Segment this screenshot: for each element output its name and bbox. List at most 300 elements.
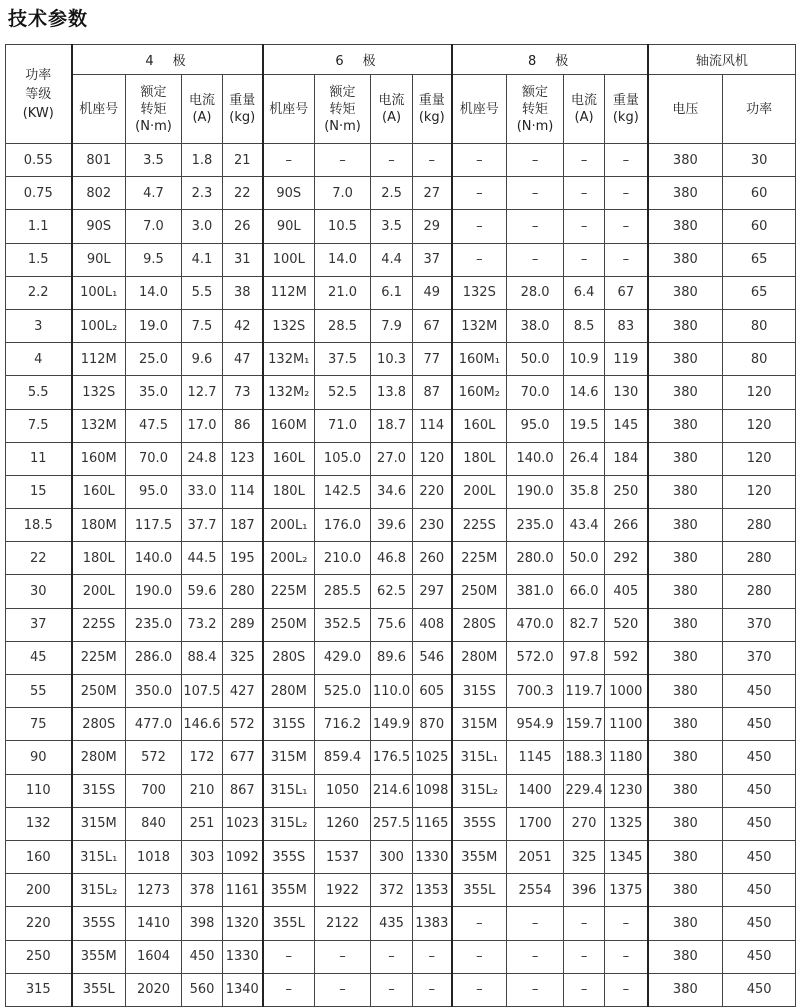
table-cell: 408 — [413, 608, 452, 641]
table-cell: 114 — [413, 409, 452, 442]
table-cell: 1023 — [223, 807, 263, 840]
table-cell: 19.5 — [564, 409, 605, 442]
table-cell: 380 — [648, 144, 723, 177]
table-cell: 160L — [72, 475, 126, 508]
table-cell: 380 — [648, 475, 723, 508]
table-cell: 1145 — [507, 741, 564, 774]
power-grade-cell: 160 — [6, 840, 72, 873]
power-grade-cell: 7.5 — [6, 409, 72, 442]
table-cell: 867 — [223, 774, 263, 807]
table-cell: 297 — [413, 575, 452, 608]
table-cell: 1375 — [605, 874, 648, 907]
power-grade-cell: 110 — [6, 774, 72, 807]
table-cell: – — [413, 940, 452, 973]
table-cell: 315M — [452, 708, 507, 741]
table-cell: 280 — [223, 575, 263, 608]
group-header-6-pole: 6 极 — [263, 45, 452, 75]
table-cell: 352.5 — [315, 608, 371, 641]
table-cell: 160M — [263, 409, 315, 442]
table-cell: 450 — [723, 774, 796, 807]
table-cell: 132M₁ — [263, 343, 315, 376]
table-cell: 355M — [452, 840, 507, 873]
table-cell: 73 — [223, 376, 263, 409]
table-cell: 370 — [723, 641, 796, 674]
table-cell: 160M₂ — [452, 376, 507, 409]
col-weight — [413, 75, 452, 144]
table-cell: 119 — [605, 343, 648, 376]
table-cell: 716.2 — [315, 708, 371, 741]
table-cell: 3.5 — [126, 144, 182, 177]
table-row — [6, 177, 796, 210]
page-title: 技术参数 — [8, 8, 89, 30]
table-row — [6, 973, 796, 1006]
table-row — [6, 409, 796, 442]
table-cell: 435 — [371, 907, 413, 940]
table-cell: 1100 — [605, 708, 648, 741]
table-cell: 250M — [72, 675, 126, 708]
table-cell: 355M — [72, 940, 126, 973]
table-cell: – — [507, 144, 564, 177]
table-cell: 1345 — [605, 840, 648, 873]
table-row — [6, 309, 796, 342]
table-cell: 7.0 — [126, 210, 182, 243]
table-cell: – — [452, 940, 507, 973]
table-cell: 180L — [452, 442, 507, 475]
table-cell: 160M₁ — [452, 343, 507, 376]
power-grade-cell: 2.2 — [6, 276, 72, 309]
table-cell: 132S — [72, 376, 126, 409]
table-cell: 380 — [648, 177, 723, 210]
table-cell: 120 — [723, 442, 796, 475]
table-cell: 315S — [452, 675, 507, 708]
power-grade-cell: 55 — [6, 675, 72, 708]
table-cell: 37.7 — [182, 509, 223, 542]
table-cell: 90S — [263, 177, 315, 210]
table-cell: 18.7 — [371, 409, 413, 442]
table-cell: 380 — [648, 276, 723, 309]
power-grade-cell: 250 — [6, 940, 72, 973]
table-cell: 1537 — [315, 840, 371, 873]
table-cell: 315S — [263, 708, 315, 741]
power-grade-cell: 22 — [6, 542, 72, 575]
table-cell: 1000 — [605, 675, 648, 708]
table-cell: 107.5 — [182, 675, 223, 708]
power-grade-cell: 4 — [6, 343, 72, 376]
table-cell: 114 — [223, 475, 263, 508]
table-cell: – — [315, 144, 371, 177]
table-cell: 146.6 — [182, 708, 223, 741]
col-current — [182, 75, 223, 144]
table-row — [6, 475, 796, 508]
table-cell: 450 — [723, 940, 796, 973]
table-cell: 100L₁ — [72, 276, 126, 309]
table-cell: 1922 — [315, 874, 371, 907]
table-cell: 25.0 — [126, 343, 182, 376]
table-cell: 954.9 — [507, 708, 564, 741]
table-row — [6, 708, 796, 741]
table-cell: 380 — [648, 874, 723, 907]
table-cell: – — [564, 973, 605, 1006]
table-cell: 355L — [452, 874, 507, 907]
table-cell: 355S — [263, 840, 315, 873]
table-cell: 380 — [648, 708, 723, 741]
table-cell: 840 — [126, 807, 182, 840]
table-cell: 2554 — [507, 874, 564, 907]
table-cell: 89.6 — [371, 641, 413, 674]
table-cell: 450 — [723, 807, 796, 840]
table-cell: 10.5 — [315, 210, 371, 243]
table-cell: 38.0 — [507, 309, 564, 342]
table-cell: 90L — [72, 243, 126, 276]
table-cell: 1320 — [223, 907, 263, 940]
table-cell: 1604 — [126, 940, 182, 973]
table-cell: 235.0 — [507, 509, 564, 542]
table-cell: 140.0 — [126, 542, 182, 575]
table-cell: 3.5 — [371, 210, 413, 243]
table-cell: 1018 — [126, 840, 182, 873]
table-cell: 280 — [723, 542, 796, 575]
group-header-4-pole: 4 极 — [72, 45, 263, 75]
table-cell: 355S — [72, 907, 126, 940]
table-row — [6, 343, 796, 376]
table-cell: 380 — [648, 409, 723, 442]
table-cell: 1098 — [413, 774, 452, 807]
power-grade-line: 功率 — [25, 67, 52, 83]
table-cell: 1353 — [413, 874, 452, 907]
power-grade-cell: 315 — [6, 973, 72, 1006]
table-cell: 280.0 — [507, 542, 564, 575]
table-cell: – — [452, 177, 507, 210]
table-cell: – — [605, 940, 648, 973]
table-cell: 700.3 — [507, 675, 564, 708]
table-cell: 398 — [182, 907, 223, 940]
table-cell: 82.7 — [564, 608, 605, 641]
table-cell: 380 — [648, 608, 723, 641]
table-cell: 405 — [605, 575, 648, 608]
table-cell: 7.5 — [182, 309, 223, 342]
table-cell: 184 — [605, 442, 648, 475]
table-cell: 7.9 — [371, 309, 413, 342]
col-current — [564, 75, 605, 144]
table-cell: 50.0 — [507, 343, 564, 376]
table-cell: 450 — [723, 741, 796, 774]
table-cell: 225S — [452, 509, 507, 542]
table-cell: 75.6 — [371, 608, 413, 641]
table-cell: 33.0 — [182, 475, 223, 508]
table-cell: 280M — [72, 741, 126, 774]
table-cell: 225M — [452, 542, 507, 575]
table-cell: 90L — [263, 210, 315, 243]
col-current-line: (A) — [382, 110, 402, 125]
col-torque-line: 转矩 — [522, 101, 549, 117]
col-torque-line: 额定 — [140, 84, 167, 100]
table-cell: 200L — [72, 575, 126, 608]
table-cell: 172 — [182, 741, 223, 774]
power-grade-header — [6, 45, 72, 144]
table-cell: 572 — [126, 741, 182, 774]
table-cell: 73.2 — [182, 608, 223, 641]
spec-table — [5, 44, 796, 1007]
table-cell: 145 — [605, 409, 648, 442]
table-cell: 235.0 — [126, 608, 182, 641]
table-cell: – — [605, 144, 648, 177]
table-cell: – — [507, 940, 564, 973]
table-cell: 315M — [263, 741, 315, 774]
table-cell: 65 — [723, 243, 796, 276]
table-cell: 62.5 — [371, 575, 413, 608]
table-cell: 220 — [413, 475, 452, 508]
table-cell: 160L — [452, 409, 507, 442]
col-weight-line: 重量 — [229, 93, 256, 108]
col-frame: 机座号 — [452, 75, 507, 144]
table-cell: 35.8 — [564, 475, 605, 508]
table-cell: 17.0 — [182, 409, 223, 442]
table-cell: 110.0 — [371, 675, 413, 708]
table-cell: 8.5 — [564, 309, 605, 342]
table-cell: 35.0 — [126, 376, 182, 409]
col-torque — [315, 75, 371, 144]
col-frame: 机座号 — [263, 75, 315, 144]
col-torque-line: 额定 — [329, 84, 356, 100]
table-cell: 112M — [263, 276, 315, 309]
table-cell: – — [507, 907, 564, 940]
table-cell: 70.0 — [126, 442, 182, 475]
table-row — [6, 509, 796, 542]
table-row — [6, 940, 796, 973]
table-cell: 120 — [723, 409, 796, 442]
table-cell: 315M — [72, 807, 126, 840]
table-cell: 286.0 — [126, 641, 182, 674]
table-cell: 190.0 — [507, 475, 564, 508]
table-cell: 292 — [605, 542, 648, 575]
table-cell: – — [605, 973, 648, 1006]
table-cell: 801 — [72, 144, 126, 177]
table-cell: 315S — [72, 774, 126, 807]
table-cell: 700 — [126, 774, 182, 807]
table-cell: 187 — [223, 509, 263, 542]
power-grade-cell: 0.55 — [6, 144, 72, 177]
table-row — [6, 907, 796, 940]
group-header-axial-fan: 轴流风机 — [648, 45, 796, 75]
table-cell: 30 — [723, 144, 796, 177]
table-cell: 47.5 — [126, 409, 182, 442]
table-cell: 159.7 — [564, 708, 605, 741]
table-cell: 70.0 — [507, 376, 564, 409]
table-cell: 214.6 — [371, 774, 413, 807]
table-cell: – — [507, 243, 564, 276]
table-cell: 160M — [72, 442, 126, 475]
table-cell: 303 — [182, 840, 223, 873]
table-cell: 50.0 — [564, 542, 605, 575]
table-cell: 380 — [648, 243, 723, 276]
table-cell: 450 — [723, 708, 796, 741]
table-cell: 9.5 — [126, 243, 182, 276]
table-row — [6, 144, 796, 177]
table-cell: 280M — [452, 641, 507, 674]
table-cell: 100L — [263, 243, 315, 276]
table-cell: 450 — [723, 874, 796, 907]
table-cell: 1260 — [315, 807, 371, 840]
table-cell: 27.0 — [371, 442, 413, 475]
table-cell: 380 — [648, 675, 723, 708]
table-cell: 47 — [223, 343, 263, 376]
table-cell: 380 — [648, 376, 723, 409]
table-row — [6, 741, 796, 774]
col-weight-line: (kg) — [612, 110, 639, 125]
table-cell: 26 — [223, 210, 263, 243]
table-cell: 188.3 — [564, 741, 605, 774]
power-grade-cell: 90 — [6, 741, 72, 774]
table-cell: – — [564, 177, 605, 210]
power-grade-cell: 132 — [6, 807, 72, 840]
col-current-line: 电流 — [188, 93, 215, 108]
table-cell: 280 — [723, 509, 796, 542]
table-cell: 380 — [648, 807, 723, 840]
table-cell: 4.1 — [182, 243, 223, 276]
table-row — [6, 442, 796, 475]
table-cell: 21.0 — [315, 276, 371, 309]
table-cell: 142.5 — [315, 475, 371, 508]
table-cell: 525.0 — [315, 675, 371, 708]
table-cell: 355L — [72, 973, 126, 1006]
col-torque-line: (N·m) — [324, 118, 361, 134]
table-cell: 802 — [72, 177, 126, 210]
table-cell: 117.5 — [126, 509, 182, 542]
table-cell: 200L — [452, 475, 507, 508]
table-cell: – — [564, 144, 605, 177]
table-cell: 450 — [723, 840, 796, 873]
table-cell: – — [315, 973, 371, 1006]
table-cell: – — [605, 243, 648, 276]
table-cell: 37.5 — [315, 343, 371, 376]
table-cell: 250 — [605, 475, 648, 508]
table-cell: 1400 — [507, 774, 564, 807]
power-grade-cell: 220 — [6, 907, 72, 940]
table-cell: 315L₂ — [263, 807, 315, 840]
table-cell: – — [413, 973, 452, 1006]
table-cell: 1273 — [126, 874, 182, 907]
col-torque-line: (N·m) — [135, 118, 172, 134]
table-cell: 22 — [223, 177, 263, 210]
power-grade-cell: 30 — [6, 575, 72, 608]
table-cell: 88.4 — [182, 641, 223, 674]
table-cell: 28.0 — [507, 276, 564, 309]
table-cell: – — [452, 144, 507, 177]
table-cell: 130 — [605, 376, 648, 409]
col-frame: 机座号 — [72, 75, 126, 144]
table-cell: 65 — [723, 276, 796, 309]
table-cell: 59.6 — [182, 575, 223, 608]
table-cell: 38 — [223, 276, 263, 309]
table-cell: 149.9 — [371, 708, 413, 741]
table-cell: 396 — [564, 874, 605, 907]
table-row — [6, 774, 796, 807]
table-cell: 380 — [648, 509, 723, 542]
table-cell: – — [263, 940, 315, 973]
power-grade-cell: 15 — [6, 475, 72, 508]
table-cell: 520 — [605, 608, 648, 641]
table-cell: 250M — [263, 608, 315, 641]
table-cell: 380 — [648, 840, 723, 873]
table-cell: 477.0 — [126, 708, 182, 741]
table-cell: 2051 — [507, 840, 564, 873]
table-cell: 180L — [72, 542, 126, 575]
table-cell: 380 — [648, 442, 723, 475]
table-cell: 380 — [648, 575, 723, 608]
table-row — [6, 376, 796, 409]
table-cell: – — [452, 243, 507, 276]
table-cell: 6.1 — [371, 276, 413, 309]
table-cell: 560 — [182, 973, 223, 1006]
table-cell: – — [605, 210, 648, 243]
table-cell: 1325 — [605, 807, 648, 840]
table-cell: 450 — [723, 675, 796, 708]
table-row — [6, 210, 796, 243]
table-cell: 427 — [223, 675, 263, 708]
table-cell: 470.0 — [507, 608, 564, 641]
table-cell: 12.7 — [182, 376, 223, 409]
table-cell: 120 — [413, 442, 452, 475]
col-torque-line: 额定 — [522, 84, 549, 100]
table-cell: 180M — [72, 509, 126, 542]
table-cell: 605 — [413, 675, 452, 708]
table-cell: 315L₁ — [452, 741, 507, 774]
table-cell: 677 — [223, 741, 263, 774]
table-cell: 572.0 — [507, 641, 564, 674]
table-cell: 380 — [648, 343, 723, 376]
power-grade-cell: 45 — [6, 641, 72, 674]
table-cell: 2.5 — [371, 177, 413, 210]
table-cell: 24.8 — [182, 442, 223, 475]
col-current-line: 电流 — [571, 93, 598, 108]
table-cell: 132M — [72, 409, 126, 442]
power-grade-cell: 18.5 — [6, 509, 72, 542]
table-cell: 450 — [182, 940, 223, 973]
table-cell: 230 — [413, 509, 452, 542]
table-cell: 1410 — [126, 907, 182, 940]
table-row — [6, 575, 796, 608]
table-cell: 97.8 — [564, 641, 605, 674]
table-cell: 572 — [223, 708, 263, 741]
power-grade-cell: 37 — [6, 608, 72, 641]
table-cell: 225M — [72, 641, 126, 674]
table-cell: 380 — [648, 940, 723, 973]
table-cell: 325 — [564, 840, 605, 873]
col-current — [371, 75, 413, 144]
table-cell: 7.0 — [315, 177, 371, 210]
spec-table-body — [6, 144, 796, 1007]
table-cell: 380 — [648, 542, 723, 575]
table-cell: 1700 — [507, 807, 564, 840]
table-cell: 67 — [413, 309, 452, 342]
table-cell: 380 — [648, 210, 723, 243]
table-cell: 285.5 — [315, 575, 371, 608]
table-cell: – — [263, 973, 315, 1006]
table-cell: 859.4 — [315, 741, 371, 774]
table-cell: 14.0 — [315, 243, 371, 276]
table-cell: 210.0 — [315, 542, 371, 575]
table-cell: 429.0 — [315, 641, 371, 674]
table-cell: 44.5 — [182, 542, 223, 575]
table-cell: 280S — [263, 641, 315, 674]
table-cell: 19.0 — [126, 309, 182, 342]
table-cell: 43.4 — [564, 509, 605, 542]
table-cell: 119.7 — [564, 675, 605, 708]
table-cell: 870 — [413, 708, 452, 741]
col-torque — [507, 75, 564, 144]
power-grade-cell: 200 — [6, 874, 72, 907]
col-weight — [605, 75, 648, 144]
